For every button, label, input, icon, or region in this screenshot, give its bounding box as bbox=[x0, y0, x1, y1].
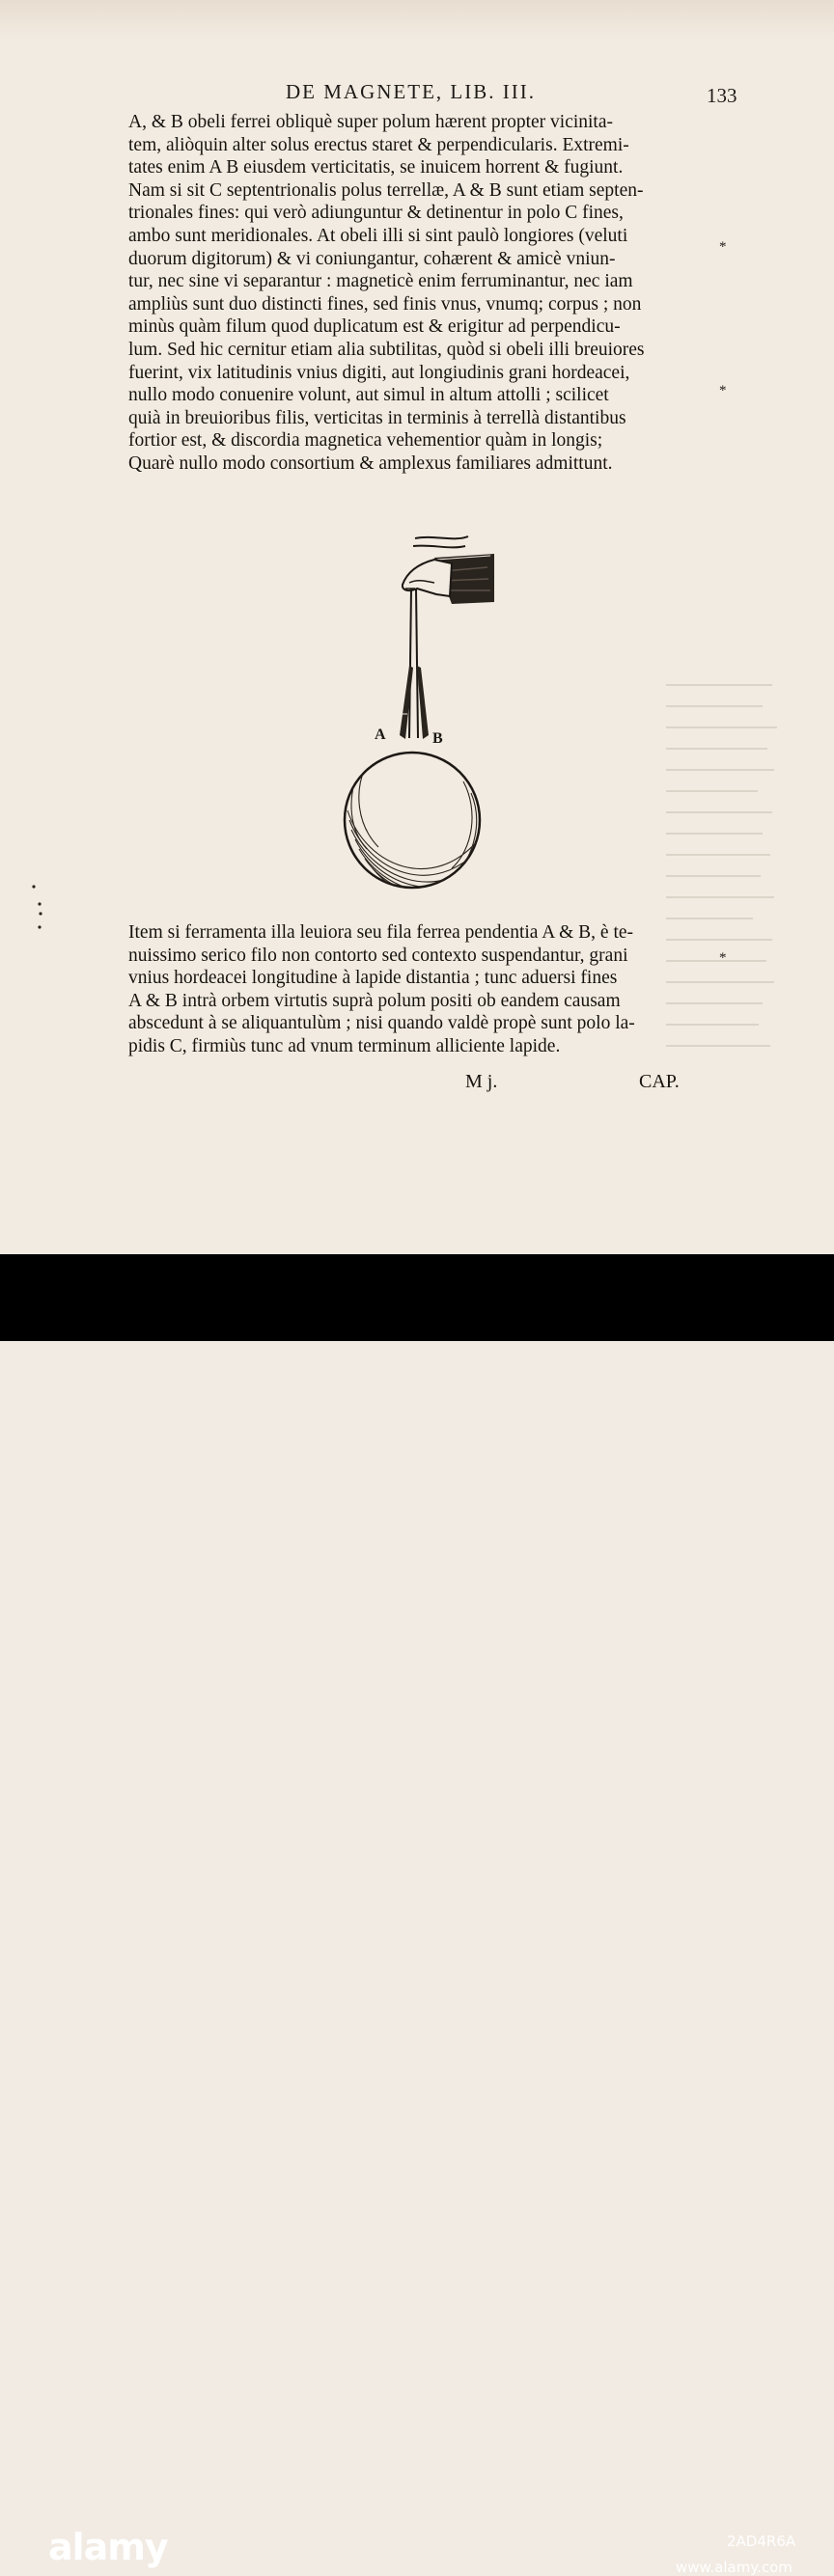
text-line: tates enim A B eiusdem verticitatis, se inuicem horrent & fugiunt. bbox=[128, 157, 624, 178]
text-line: A & B intrà orbem virtutis suprà polum positi ob eandem causam bbox=[128, 990, 621, 1011]
text-line: trionales fines: qui verò adiunguntur & detinentur in polo C fines, bbox=[128, 203, 624, 224]
signature-mark: M j. bbox=[465, 1071, 498, 1092]
text-line: Nam si sit C septentrionalis polus terrellæ, A & B sunt etiam septen- bbox=[128, 179, 644, 201]
brand-logo: alamy bbox=[48, 2526, 168, 2568]
text-line: A, & B obeli ferrei obliquè super polum hærent propter vicinita- bbox=[128, 112, 614, 132]
label-a: A bbox=[375, 726, 386, 743]
text-line: Item si ferramenta illa leuiora seu fila ferrea pendentia A & B, è te- bbox=[128, 922, 634, 943]
text-line: pidis C, firmiùs tunc ad vnum terminum alliciente lapide. bbox=[128, 1035, 561, 1056]
watermark-footer bbox=[0, 1254, 834, 2576]
text-line: nuissimo serico filo non contorto sed contexto suspendantur, grani bbox=[128, 945, 628, 966]
image-id: 2AD4R6A bbox=[727, 2533, 796, 2550]
text-line: fortior est, & discordia magnetica vehementior quàm in longis; bbox=[128, 430, 603, 452]
text-line: duorum digitorum) & vi coniungantur, cohærent & amicè vniun- bbox=[128, 248, 616, 269]
marginal-asterisk: * bbox=[719, 950, 727, 966]
book-page bbox=[0, 0, 834, 1254]
paragraph-1 bbox=[128, 111, 708, 476]
text-line: vnius hordeacei longitudine à lapide distantia ; tunc aduersi fines bbox=[128, 968, 618, 989]
woodcut-figure bbox=[290, 521, 541, 907]
edge-marks bbox=[31, 883, 50, 941]
iron-wires bbox=[400, 589, 429, 739]
paragraph-2 bbox=[128, 921, 708, 1058]
marginal-asterisk: * bbox=[719, 239, 727, 255]
text-line: fuerint, vix latitudinis vnius digiti, aut longiudinis grani hordeacei, bbox=[128, 362, 630, 383]
page-number: 133 bbox=[707, 84, 737, 107]
marginal-asterisk: * bbox=[719, 383, 727, 398]
text-line: tur, nec sine vi separantur : magneticè enim ferruminantur, nec iam bbox=[128, 271, 633, 292]
site-url: www.alamy.com bbox=[676, 2559, 792, 2576]
catchword: CAP. bbox=[639, 1071, 680, 1092]
text-line: abscedunt à se aliquantulùm ; nisi quando valdè propè sunt polo la- bbox=[128, 1013, 635, 1034]
text-line: ampliùs sunt duo distincti fines, sed finis vnus, vnumq; corpus ; non bbox=[128, 293, 642, 315]
terrella-sphere bbox=[345, 753, 480, 900]
text-line: ambo sunt meridionales. At obeli illi si sint paulò longiores (veluti bbox=[128, 225, 628, 246]
running-head: DE MAGNETE, LIB. III. bbox=[286, 80, 536, 103]
label-b: B bbox=[432, 730, 443, 747]
text-line: tem, aliòquin alter solus erectus staret & perpendicularis. Extremi- bbox=[128, 134, 629, 155]
text-line: nullo modo conuenire volunt, aut simul in altum attolli ; scilicet bbox=[128, 385, 609, 406]
text-line: Quarè nullo modo consortium & amplexus familiares admittunt. bbox=[128, 452, 613, 474]
text-line: lum. Sed hic cernitur etiam alia subtilitas, quòd si obeli illi breuiores bbox=[128, 339, 645, 360]
text-line: quià in breuioribus filis, verticitas in terminis à terrellà distantibus bbox=[128, 407, 626, 428]
text-line: minùs quàm filum quod duplicatum est & erigitur ad perpendicu- bbox=[128, 316, 621, 338]
